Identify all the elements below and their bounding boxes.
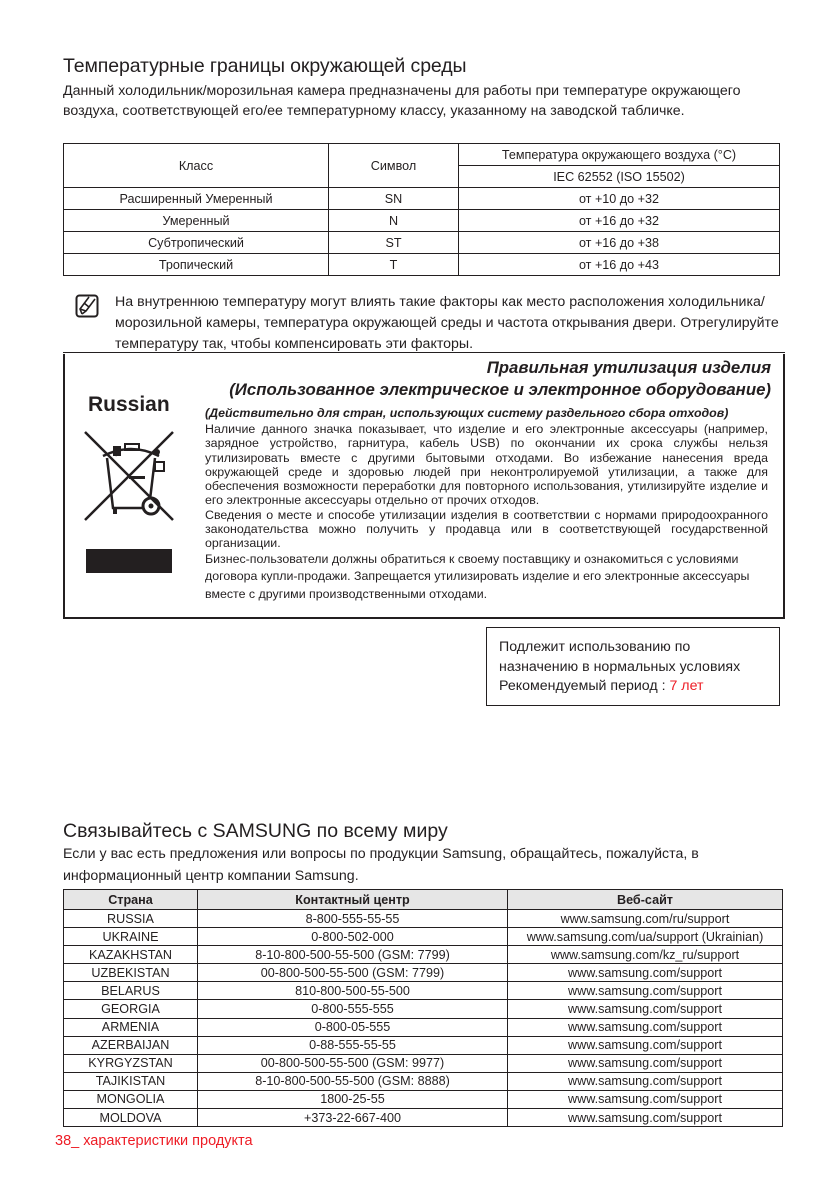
temperature-class-table: [63, 143, 780, 276]
cell-website: www.samsung.com/support: [508, 1090, 783, 1108]
header-symbol: Символ: [329, 144, 459, 188]
section-intro-temperature: Данный холодильник/морозильная камера предназначены для работы при температуре окружающего воздуха, соответствующей его/ее температурному классу, указанному на заводской табличке.: [63, 83, 741, 119]
cell-contact: 00-800-500-55-500 (GSM: 9977): [198, 1054, 508, 1072]
table-row: [64, 982, 783, 1000]
cell-range: от +16 до +38: [459, 232, 780, 254]
section-title-temperature: Температурные границы окружающей среды: [63, 55, 467, 77]
cell-symbol: N: [329, 210, 459, 232]
recycling-title-line2: (Использованное электрическое и электронное оборудование): [229, 380, 771, 399]
table-row: [64, 1054, 783, 1072]
cell-country: RUSSIA: [64, 910, 198, 928]
page-footer: 38_ характеристики продукта: [55, 1133, 253, 1149]
service-life-box: [486, 627, 780, 706]
cell-country: BELARUS: [64, 982, 198, 1000]
cell-symbol: SN: [329, 188, 459, 210]
recycling-body: [205, 422, 768, 603]
cell-country: TAJIKISTAN: [64, 1072, 198, 1090]
cell-website: www.samsung.com/support: [508, 1109, 783, 1127]
cell-country: KYRGYZSTAN: [64, 1054, 198, 1072]
cell-contact: 00-800-500-55-500 (GSM: 7799): [198, 964, 508, 982]
cell-contact: 0-88-555-55-55: [198, 1036, 508, 1054]
table-row: [64, 1072, 783, 1090]
table-row: [64, 1018, 783, 1036]
table-row: [64, 910, 783, 928]
table-row: [64, 1090, 783, 1108]
table-row: [64, 254, 780, 276]
cell-contact: 8-800-555-55-55: [198, 910, 508, 928]
table-row: [64, 210, 780, 232]
recycling-title: Правильная утилизация изделия: [486, 358, 771, 377]
table-row: [64, 1109, 783, 1127]
cell-contact: 8-10-800-500-55-500 (GSM: 8888): [198, 1072, 508, 1090]
cell-country: UKRAINE: [64, 928, 198, 946]
section-intro-contact: Если у вас есть предложения или вопросы по продукции Samsung, обращайтесь, пожалуйста, в информационный центр компании Samsung.: [63, 846, 699, 884]
cell-website: www.samsung.com/support: [508, 1054, 783, 1072]
crossed-bin-icon: [77, 422, 179, 524]
service-life-line: назначению в нормальных условиях: [499, 658, 741, 675]
cell-website: www.samsung.com/support: [508, 964, 783, 982]
cell-symbol: ST: [329, 232, 459, 254]
header-standard: IEC 62552 (ISO 15502): [459, 166, 780, 188]
header-class: Класс: [64, 144, 329, 188]
cell-class: Расширенный Умеренный: [64, 188, 329, 210]
cell-website: www.samsung.com/kz_ru/support: [508, 946, 783, 964]
cell-range: от +16 до +32: [459, 210, 780, 232]
service-life-period: [499, 677, 779, 697]
period-value: 7 лет: [669, 678, 704, 694]
cell-range: от +16 до +43: [459, 254, 780, 276]
recycling-paragraph: Наличие данного значка показывает, что изделие и его электронные аксессуары (например, зарядное устройство, гарнитура, кабель USB) по окончании их срока службы нельзя утилизировать вместе с другими бытовыми отходами. Во избежание нанесения вреда окружающей среде и здоровью людей при неконтролируемой утилизации, а также для обеспечения возможности переработки для повторного использования, утилизируйте изделие и его электронные аксессуары отдельно от прочих отходов.: [205, 422, 768, 508]
note-text: На внутреннюю температуру могут влиять такие факторы как место расположения холодильника/морозильной камеры, температура окружающей среды и частота открывания двери. Отрегулируйте температуру так, чтобы компенсировать эти факторы.: [115, 294, 779, 352]
table-row: [64, 964, 783, 982]
recycling-notice-box: [63, 354, 785, 619]
cell-class: Тропический: [64, 254, 329, 276]
cell-country: MOLDOVA: [64, 1109, 198, 1127]
recycling-paragraph: Сведения о месте и способе утилизации изделия в соответствии с нормами природоохранного законодательства можно получить у продавца или в соответствующей государственной организации.: [205, 507, 768, 551]
table-row: [64, 946, 783, 964]
table-row: [64, 232, 780, 254]
cell-country: AZERBAIJAN: [64, 1036, 198, 1054]
note-pencil-icon: [75, 294, 99, 318]
cell-contact: 0-800-555-555: [198, 1000, 508, 1018]
cell-website: www.samsung.com/ua/support (Ukrainian): [508, 928, 783, 946]
cell-contact: 1800-25-55: [198, 1090, 508, 1108]
cell-country: ARMENIA: [64, 1018, 198, 1036]
cell-country: UZBEKISTAN: [64, 964, 198, 982]
cell-contact: +373-22-667-400: [198, 1109, 508, 1127]
cell-class: Субтропический: [64, 232, 329, 254]
black-bar: [86, 549, 172, 573]
cell-website: www.samsung.com/support: [508, 1000, 783, 1018]
header-website: Веб-сайт: [508, 890, 783, 910]
service-life-line: Подлежит использованию по: [499, 639, 691, 655]
cell-range: от +10 до +32: [459, 188, 780, 210]
period-label: Рекомендуемый период :: [499, 678, 670, 694]
cell-website: www.samsung.com/support: [508, 982, 783, 1000]
table-row: [64, 928, 783, 946]
cell-class: Умеренный: [64, 210, 329, 232]
header-temperature: Температура окружающего воздуха (°C): [459, 144, 780, 166]
divider: [63, 352, 785, 353]
table-row: [64, 1000, 783, 1018]
recycling-subtitle: (Действительно для стран, использующих систему раздельного сбора отходов): [205, 406, 729, 420]
section-title-contact: Связывайтесь с SAMSUNG по всему миру: [63, 820, 448, 842]
cell-contact: 0-800-05-555: [198, 1018, 508, 1036]
cell-website: www.samsung.com/ru/support: [508, 910, 783, 928]
cell-website: www.samsung.com/support: [508, 1018, 783, 1036]
table-row: [64, 1036, 783, 1054]
cell-contact: 810-800-500-55-500: [198, 982, 508, 1000]
header-contact: Контактный центр: [198, 890, 508, 910]
cell-country: KAZAKHSTAN: [64, 946, 198, 964]
cell-country: MONGOLIA: [64, 1090, 198, 1108]
cell-country: GEORGIA: [64, 1000, 198, 1018]
cell-contact: 8-10-800-500-55-500 (GSM: 7799): [198, 946, 508, 964]
cell-website: www.samsung.com/support: [508, 1036, 783, 1054]
table-row: [64, 188, 780, 210]
cell-website: www.samsung.com/support: [508, 1072, 783, 1090]
recycling-paragraph: Бизнес-пользователи должны обратиться к своему поставщику и ознакомиться с условиями договора купли-продажи. Запрещается утилизировать изделие и его электронные аксессуары вместе с другими производственными отходами.: [205, 551, 750, 601]
cell-contact: 0-800-502-000: [198, 928, 508, 946]
header-country: Страна: [64, 890, 198, 910]
language-label: Russian: [88, 393, 170, 416]
cell-symbol: T: [329, 254, 459, 276]
contact-table: [63, 889, 783, 1127]
